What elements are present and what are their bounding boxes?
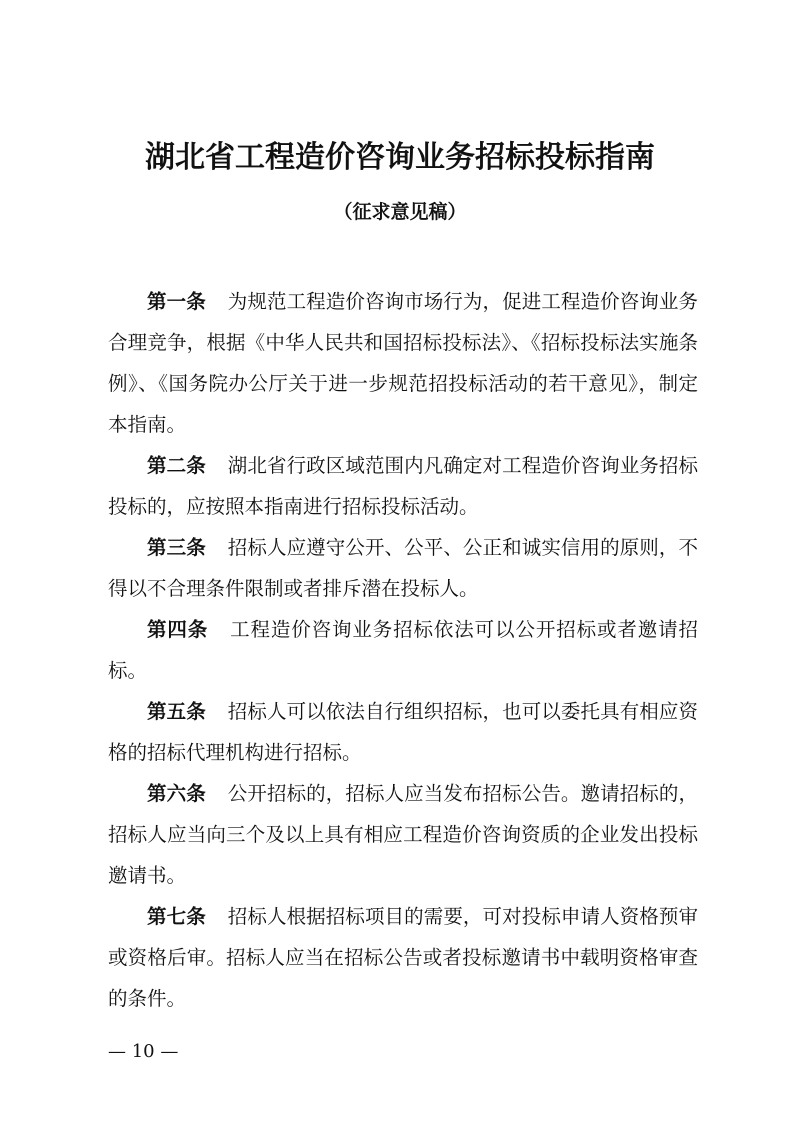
article-6 — [108, 773, 698, 896]
article-1 — [108, 281, 698, 445]
article-label: 第二条 — [147, 454, 206, 477]
article-text: 湖北省行政区域范围内凡确定对工程造价咨询业务招标投标的，应按照本指南进行招标投标活动。 — [108, 454, 698, 518]
article-label: 第六条 — [147, 782, 206, 805]
article-label: 第一条 — [147, 290, 206, 313]
document-subtitle: （征求意见稿） — [333, 201, 467, 223]
article-text: 为规范工程造价咨询市场行为，促进工程造价咨询业务合理竞争，根据《中华人民共和国招标投标法》、《招标投标法实施条例》、《国务院办公厅关于进一步规范招投标活动的若干意见》，制定本指南。 — [108, 290, 698, 436]
article-text: 公开招标的，招标人应当发布招标公告。邀请招标的，招标人应当向三个及以上具有相应工程造价咨询资质的企业发出投标邀请书。 — [108, 782, 698, 887]
article-text: 招标人可以依法自行组织招标，也可以委托具有相应资格的招标代理机构进行招标。 — [108, 700, 698, 764]
article-text: 招标人应遵守公开、公平、公正和诚实信用的原则，不得以不合理条件限制或者排斥潜在投标人。 — [108, 536, 698, 600]
page-number: — 10 — — [108, 1041, 179, 1062]
article-5 — [108, 691, 698, 773]
article-text: 工程造价咨询业务招标依法可以公开招标或者邀请招标。 — [108, 618, 698, 682]
article-label: 第七条 — [147, 905, 206, 928]
article-text: 招标人根据招标项目的需要，可对投标申请人资格预审或资格后审。招标人应当在招标公告或者投标邀请书中载明资格审查的条件。 — [108, 905, 698, 1010]
document-body — [108, 281, 698, 1019]
article-label: 第四条 — [147, 618, 209, 641]
article-label: 第五条 — [147, 700, 206, 723]
article-7 — [108, 896, 698, 1019]
article-3 — [108, 527, 698, 609]
document-title: 湖北省工程造价咨询业务招标投标指南 — [145, 140, 655, 175]
article-label: 第三条 — [147, 536, 206, 559]
article-4 — [108, 609, 698, 691]
article-2 — [108, 445, 698, 527]
